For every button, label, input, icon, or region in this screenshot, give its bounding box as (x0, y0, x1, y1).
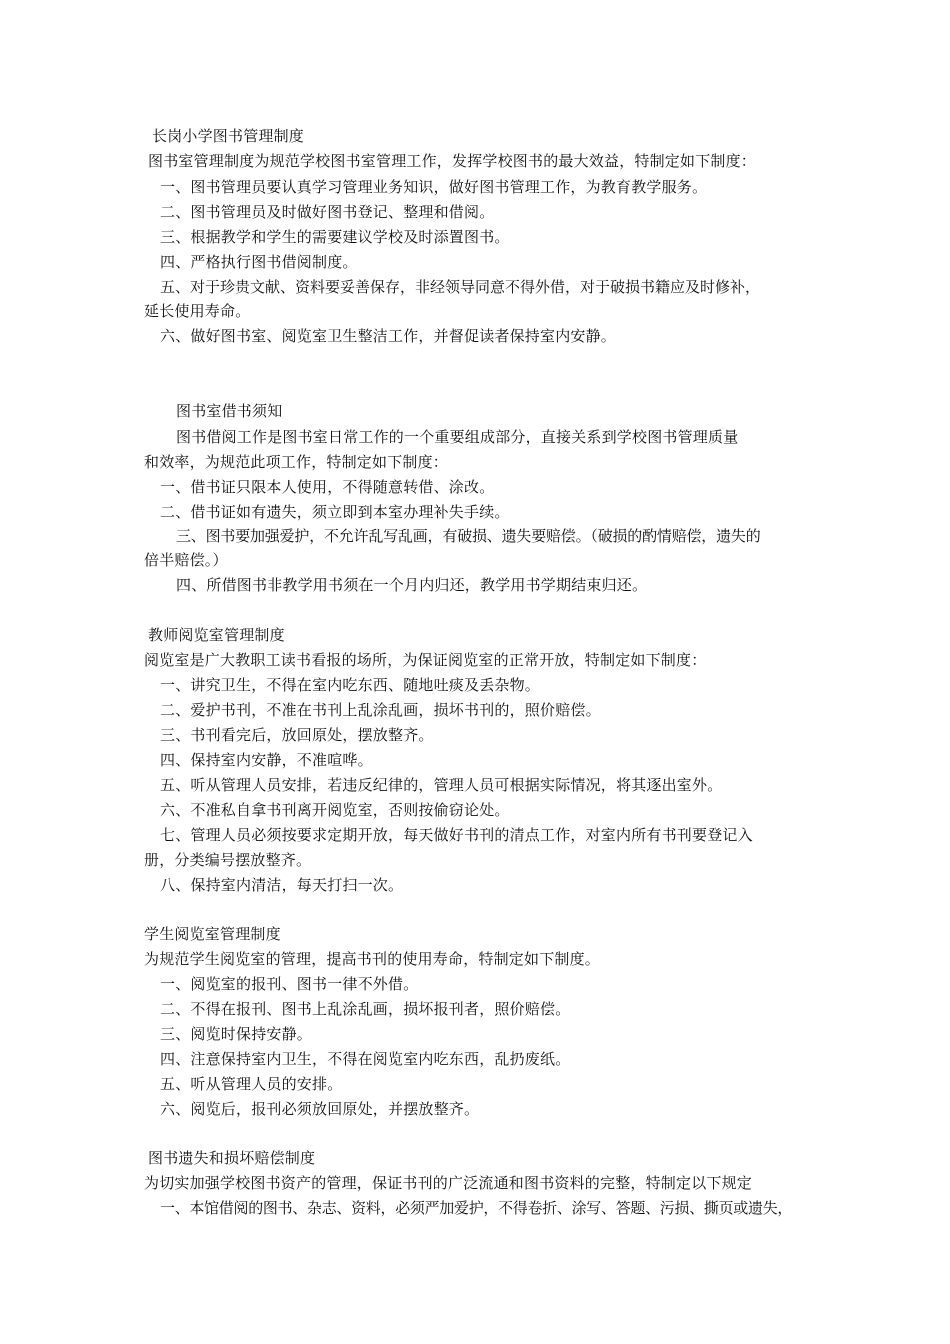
list-item: 二、爱护书刊，不准在书刊上乱涂乱画，损坏书刊的，照价赔偿。 (160, 701, 601, 719)
list-item: 六、不准私自拿书刊离开阅览室，否则按偷窃论处。 (160, 801, 510, 819)
list-item: 六、做好图书室、阅览室卫生整洁工作，并督促读者保持室内安静。 (160, 327, 617, 345)
list-item: 七、管理人员必须按要求定期开放，每天做好书刊的清点工作，对室内所有书刊要登记入 (160, 826, 753, 844)
list-item: 二、借书证如有遗失，须立即到本室办理补失手续。 (160, 503, 510, 521)
section-intro: 为切实加强学校图书资产的管理，保证书刊的广泛流通和图书资料的完整，特制定以下规定 (144, 1174, 753, 1192)
list-item: 四、保持室内安静，不准喧哗。 (160, 751, 373, 769)
list-item: 一、图书管理员要认真学习管理业务知识，做好图书管理工作，为教育教学服务。 (160, 178, 708, 196)
section-intro: 图书借阅工作是图书室日常工作的一个重要组成部分，直接关系到学校图书管理质量 (176, 428, 739, 446)
list-item: 三、书刊看完后，放回原处，摆放整齐。 (160, 726, 434, 744)
section-intro: 图书室管理制度为规范学校图书室管理工作，发挥学校图书的最大效益，特制定如下制度： (148, 152, 757, 170)
section-title: 图书室借书须知 (176, 402, 283, 420)
list-item-continuation: 倍半赔偿。） (144, 551, 228, 569)
list-item: 八、保持室内清洁，每天打扫一次。 (160, 876, 404, 894)
list-item: 一、阅览室的报刊、图书一律不外借。 (160, 975, 419, 993)
list-item: 一、借书证只限本人使用，不得随意转借、涂改。 (160, 478, 495, 496)
section-intro: 阅览室是广大教职工读书看报的场所，为保证阅览室的正常开放，特制定如下制度： (144, 651, 707, 669)
list-item: 三、阅览时保持安静。 (160, 1025, 313, 1043)
list-item: 一、讲究卫生，不得在室内吃东西、随地吐痰及丢杂物。 (160, 676, 541, 694)
section-intro-continuation: 和效率，为规范此项工作，特制定如下制度： (144, 453, 449, 471)
list-item: 一、本馆借阅的图书、杂志、资料，必须严加爱护，不得卷折、涂写、答题、污损、撕页或遗失， (160, 1199, 793, 1217)
list-item: 五、听从管理人员安排，若违反纪律的，管理人员可根据实际情况，将其逐出室外。 (160, 776, 723, 794)
section-title: 图书遗失和损坏赔偿制度 (148, 1149, 316, 1167)
list-item: 四、注意保持室内卫生，不得在阅览室内吃东西，乱扔废纸。 (160, 1050, 571, 1068)
list-item-continuation: 册，分类编号摆放整齐。 (144, 851, 312, 869)
list-item: 五、对于珍贵文献、资料要妥善保存，非经领导同意不得外借，对于破损书籍应及时修补， (160, 278, 761, 296)
list-item: 二、不得在报刊、图书上乱涂乱画，损坏报刊者，照价赔偿。 (160, 1000, 571, 1018)
list-item: 六、阅览后，报刊必须放回原处，并摆放整齐。 (160, 1100, 480, 1118)
section-title: 教师阅览室管理制度 (148, 626, 285, 644)
list-item: 四、严格执行图书借阅制度。 (160, 253, 358, 271)
section-intro: 为规范学生阅览室的管理，提高书刊的使用寿命，特制定如下制度。 (144, 950, 601, 968)
list-item: 三、根据教学和学生的需要建议学校及时添置图书。 (160, 228, 510, 246)
list-item: 二、图书管理员及时做好图书登记、整理和借阅。 (160, 203, 495, 221)
list-item: 五、听从管理人员的安排。 (160, 1075, 343, 1093)
list-item: 四、所借图书非教学用书须在一个月内归还，教学用书学期结束归还。 (176, 576, 648, 594)
section-title: 长岗小学图书管理制度 (152, 127, 305, 145)
list-item: 三、图书要加强爱护，不允许乱写乱画，有破损、遗失要赔偿。（破损的酌情赔偿，遗失的 (176, 527, 761, 545)
list-item-continuation: 延长使用寿命。 (144, 302, 251, 320)
section-title: 学生阅览室管理制度 (144, 925, 281, 943)
